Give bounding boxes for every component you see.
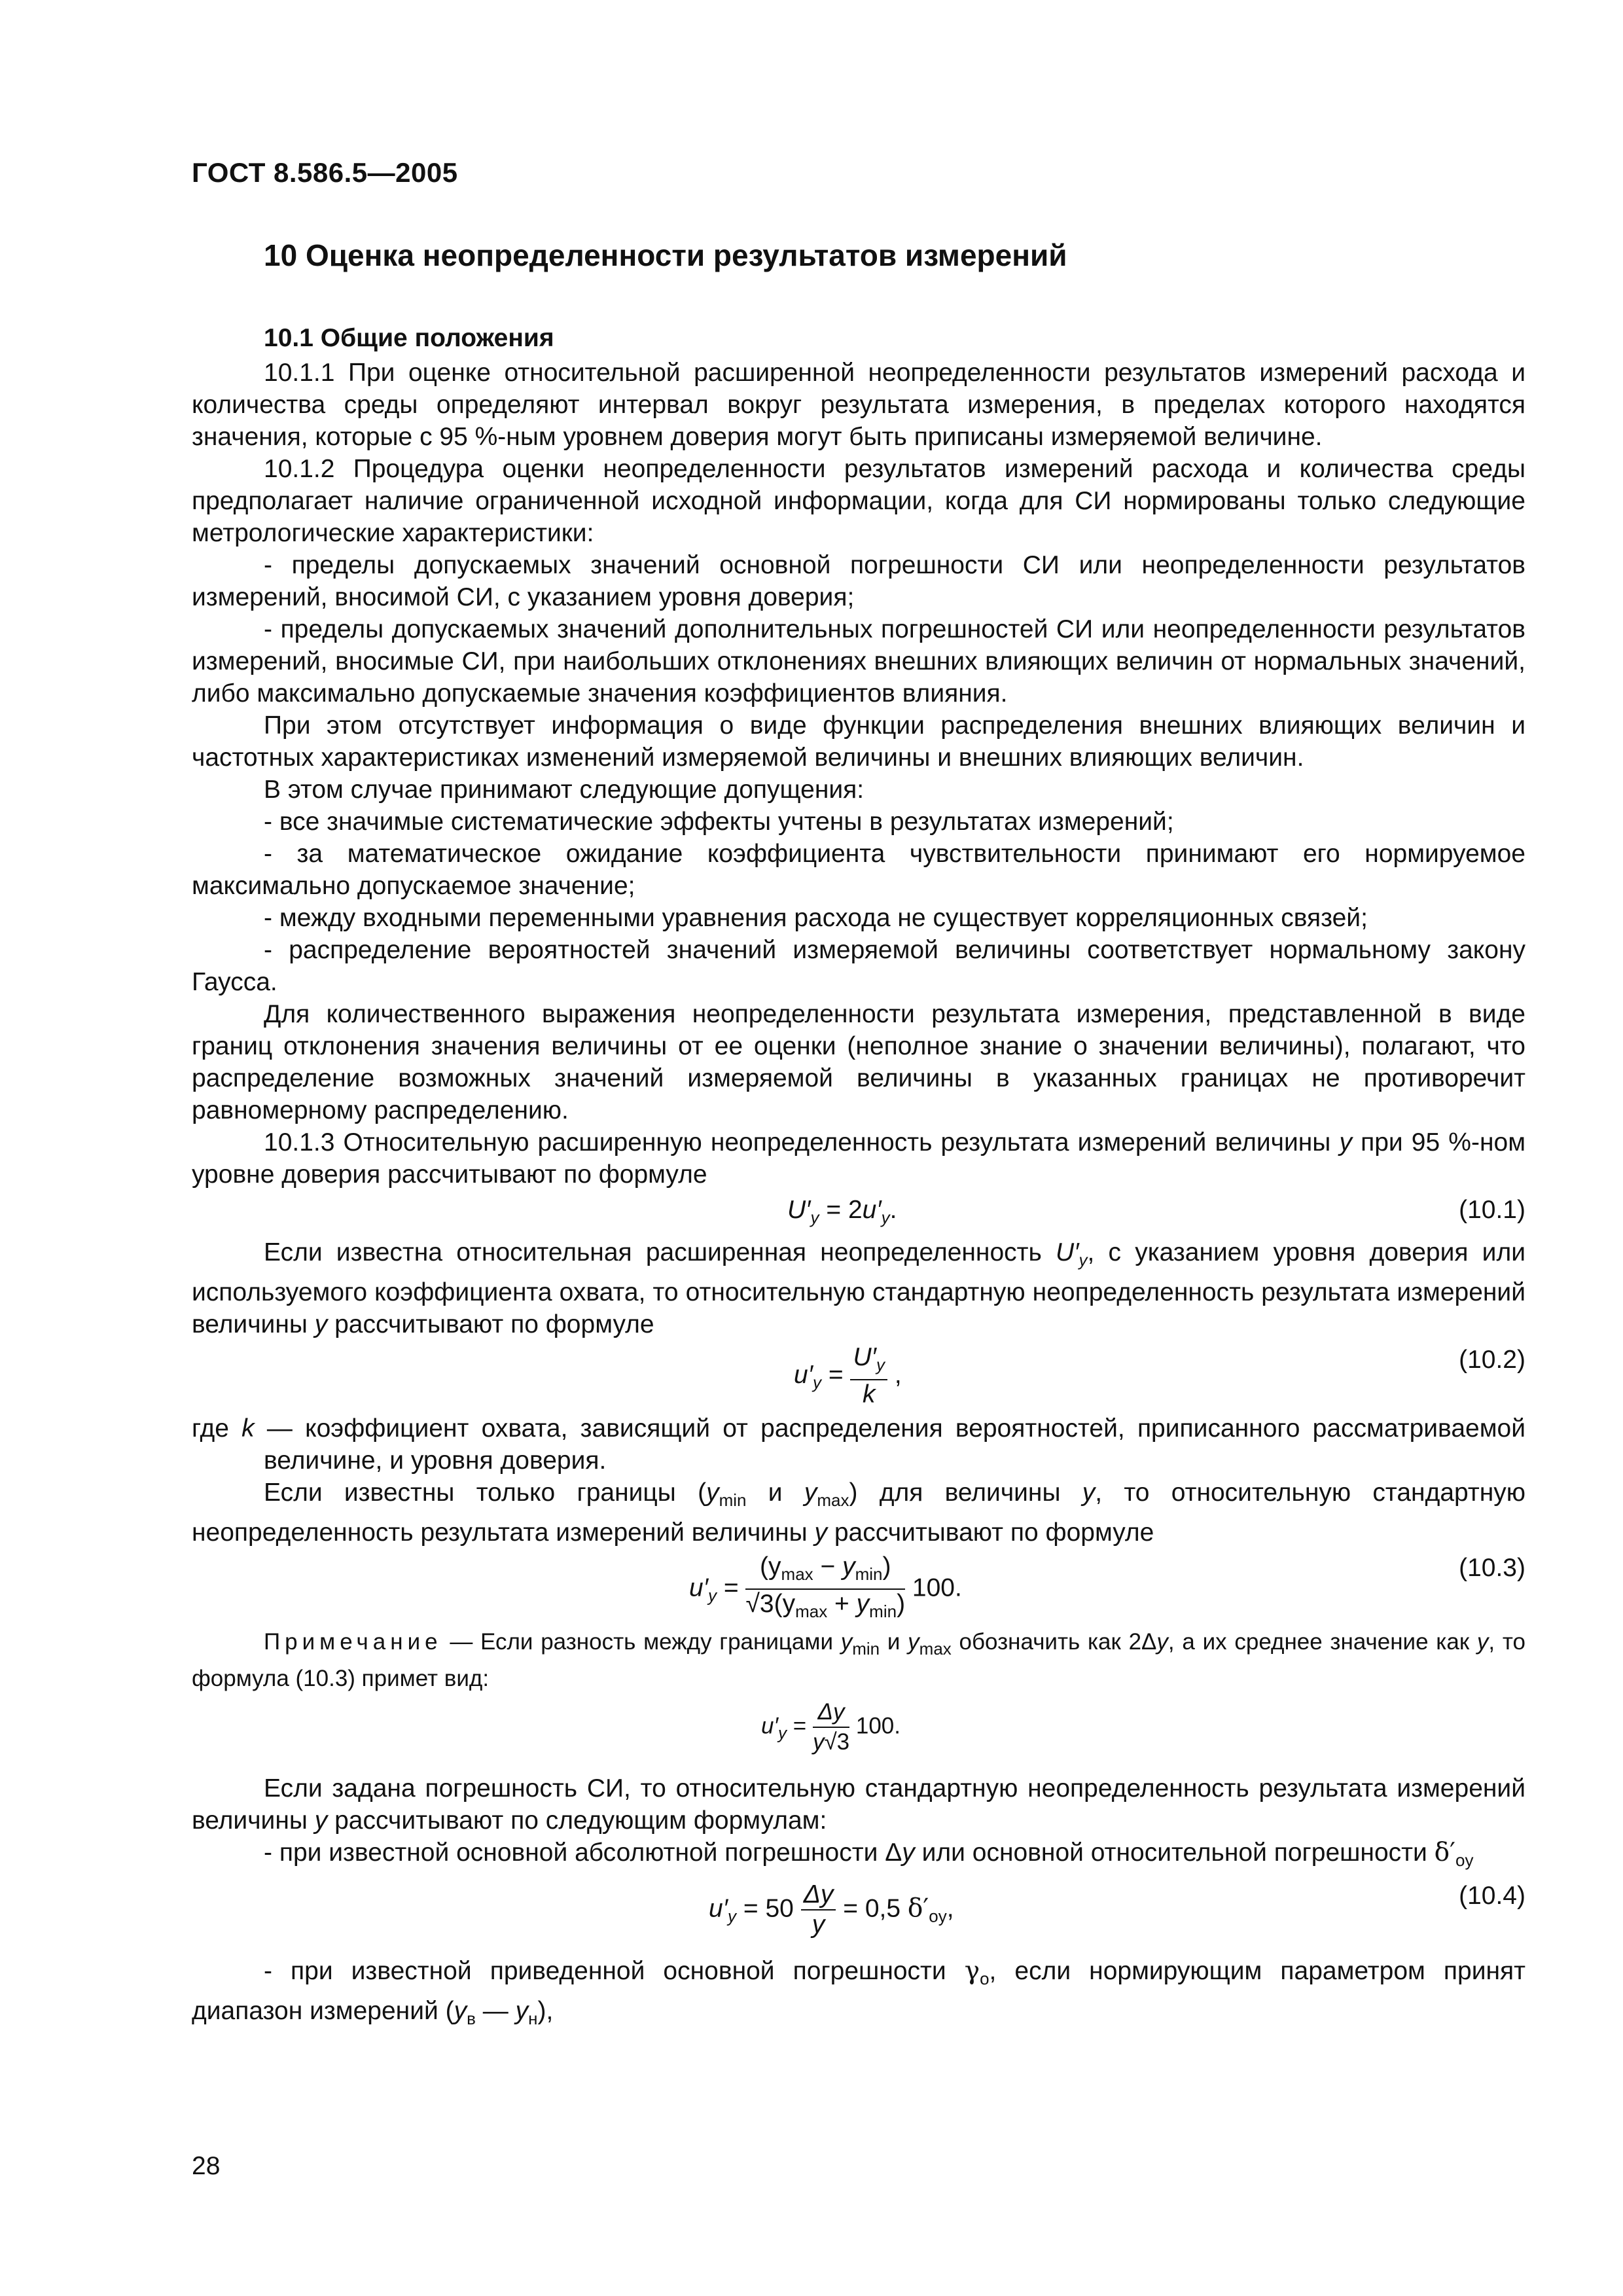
standard-header: ГОСТ 8.586.5—2005	[192, 157, 458, 188]
list-item: - между входными переменными уравнения расхода не существует корреляционных связей;	[264, 904, 1368, 932]
formula-10-1: $U'_y = 2u'_y$. (10.1)	[787, 1196, 1525, 1227]
paragraph: Для количественного выражения неопределенности результата измерения, представленной в виде границ отклонения значения величины от ее оценки (неполное знание о значении величины), полагают, что распределение возможных значений измеряемой величины в указанных границах не противоречит равномерному распределению.	[192, 1000, 1525, 1124]
formula-number: (10.3)	[1459, 1554, 1525, 1582]
subsection-title: 10.1 Общие положения	[264, 324, 554, 352]
list-item: - распределение вероятностей значений измеряемой величины соответствует нормальному закону Гаусса.	[192, 936, 1525, 996]
formula-10-3: $u'_y$ = $\frac{(y_{max} - y_{min})}{√3(y_{max} + y_{min})}$ 100. (10.3)	[689, 1552, 1525, 1621]
formula-10-2: $u'_y$ = $\frac{U'_y}{k}$ , (10.2)	[794, 1343, 1525, 1408]
paragraph-10-1-3: 10.1.3 Относительную расширенную неопределенность результата измерений величины y при 95 %-ном уровне доверия рассчитывают по формуле	[192, 1128, 1526, 1189]
paragraph: При этом отсутствует информация о виде функции распределения внешних влияющих величин и частотных характеристиках изменений измеряемой величины и внешних влияющих величин.	[192, 711, 1525, 772]
section-title: 10 Оценка неопределенности результатов измерений	[264, 238, 1067, 272]
formula-number: (10.1)	[1459, 1196, 1525, 1224]
paragraph: Если задана погрешность СИ, то относительную стандартную неопределенность результата измерений величины y рассчитывают по следующим формулам:	[192, 1774, 1525, 1835]
paragraph: Если известны только границы ($y_{min}$ и $y_{max}$) для величины y, то относительную стандартную неопределенность результата измерений величины y рассчитывают по формуле	[192, 1479, 1526, 1547]
document-page	[192, 157, 1525, 2035]
list-item: - пределы допускаемых значений основной погрешности СИ или неопределенности результатов измерений, вносимой СИ, с указанием уровня доверия;	[192, 551, 1525, 611]
formula-note: $u'_y$ = $\frac{\Delta y}{y√3}$ 100.	[761, 1699, 901, 1755]
list-item: - за математическое ожидание коэффициента чувствительности принимают его нормируемое максимально допускаемое значение;	[192, 840, 1525, 900]
list-item: - при известной приведенной основной погрешности $\gamma_о$, если нормирующим параметром принят диапазон измерений ($y_в$ — $y_н$),	[192, 1956, 1525, 2028]
list-item: - все значимые систематические эффекты учтены в результатах измерений;	[264, 808, 1174, 836]
definition-k: где k — коэффициент охвата, зависящий от распределения вероятностей, приписанного рассматриваемой величине, и уровня доверия.	[192, 1414, 1525, 1475]
paragraph: Если известна относительная расширенная неопределенность $U'_y$, с указанием уровня доверия или используемого коэффициента охвата, то относительную стандартную неопределенность результата измерений величины y рассчитывают по формуле	[192, 1238, 1525, 1338]
formula-number: (10.2)	[1459, 1346, 1525, 1374]
list-item: - при известной основной абсолютной погрешности Δy или основной относительной погрешности $\delta'_{оy}$	[264, 1838, 1474, 1870]
paragraph-10-1-1: 10.1.1 При оценке относительной расширенной неопределенности результатов измерений расхода и количества среды определяют интервал вокруг результата измерения, в пределах которого находятся значения, которые с 95 %-ным уровнем доверия могут быть приписаны измеряемой величине.	[192, 359, 1525, 451]
note: Примечание — Если разность между границами $y_{min}$ и $y_{max}$ обозначить как 2Δy, а их среднее значение как y, то формула (10.3) примет вид:	[192, 1629, 1525, 1691]
formula-10-4: $u'_y = 50$ $\frac{\Delta y}{y}$ = 0,5 $\delta'_{оy}$, (10.4)	[709, 1880, 1525, 1939]
formula-number: (10.4)	[1459, 1882, 1525, 1910]
page-number: 28	[192, 2152, 221, 2180]
paragraph-10-1-2: 10.1.2 Процедура оценки неопределенности результатов измерений расхода и количества среды предполагает наличие ограниченной исходной информации, когда для СИ нормированы только следующие метрологические характеристики:	[192, 455, 1525, 547]
paragraph: В этом случае принимают следующие допущения:	[264, 776, 865, 804]
list-item: - пределы допускаемых значений дополнительных погрешностей СИ или неопределенности результатов измерений, вносимые СИ, при наибольших отклонениях внешних влияющих величин от нормальных значений, либо максимально допускаемые значения коэффициентов влияния.	[192, 615, 1525, 708]
